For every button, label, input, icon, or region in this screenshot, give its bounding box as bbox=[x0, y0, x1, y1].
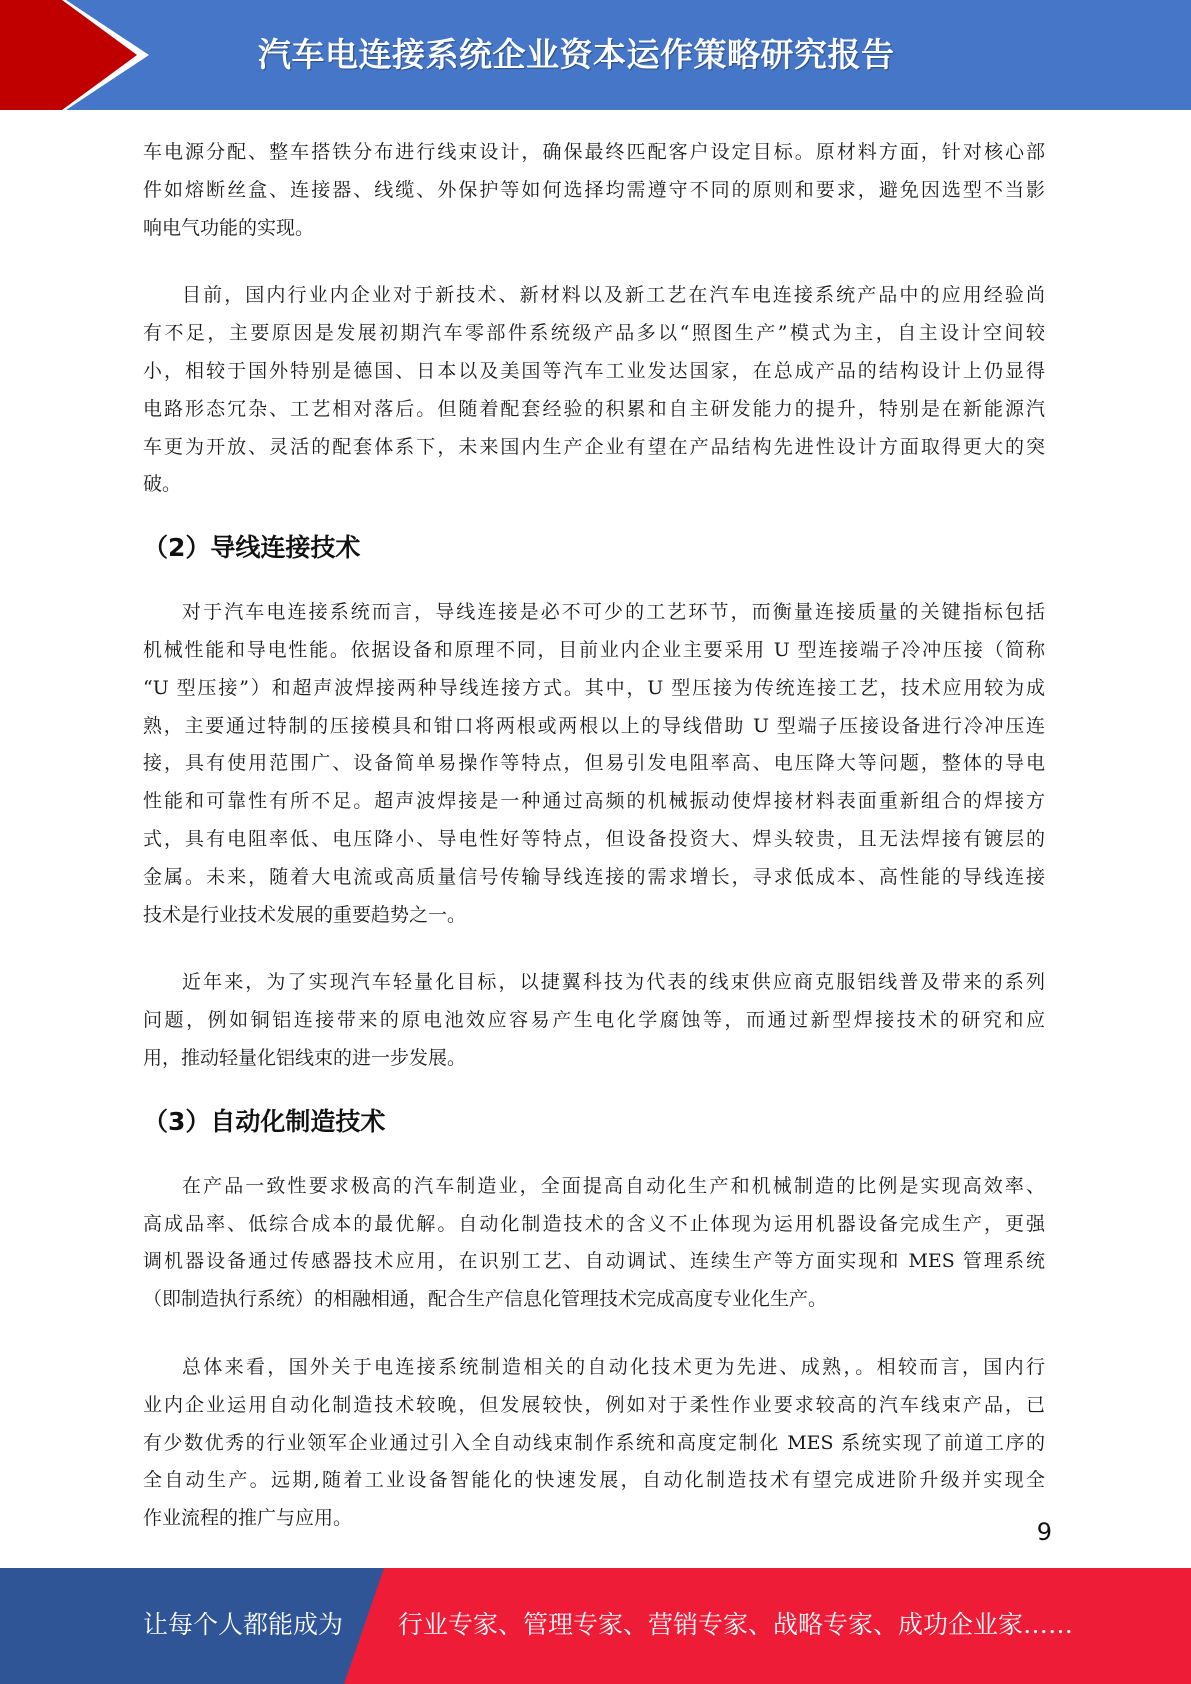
text-line: 用，推动轻量化铝线束的进一步发展。 bbox=[143, 1046, 467, 1069]
text-line: 性能和可靠性有所不足。超声波焊接是一种通过高频的机械振动使焊接材料表面重新组合的焊接方 bbox=[143, 790, 1045, 813]
text-line: 作业流程的推广与应用。 bbox=[143, 1507, 353, 1530]
paragraph-automation-definition bbox=[143, 1168, 1045, 1319]
report-title: 汽车电连接系统企业资本运作策略研究报告 bbox=[258, 35, 895, 74]
footer-banner bbox=[0, 1568, 1191, 1684]
text-line: （即制造执行系统）的相融相通，配合生产信息化管理技术完成高度专业化生产。 bbox=[143, 1288, 828, 1311]
text-line: 金属。未来，随着大电流或高质量信号传输导线连接的需求增长，寻求低成本、高性能的导线连接 bbox=[143, 865, 1045, 888]
footer-slogan-left: 让每个人都能成为 bbox=[143, 1610, 344, 1639]
text-line: 对于汽车电连接系统而言，导线连接是必不可少的工艺环节，而衡量连接质量的关键指标包括 bbox=[182, 601, 1045, 624]
text-line: 小，相较于国外特别是德国、日本以及美国等汽车工业发达国家，在总成产品的结构设计上仍显得 bbox=[143, 359, 1045, 382]
section-heading-wire-connection: （2）导线连接技术 bbox=[143, 533, 361, 563]
text-line: 业内企业运用自动化制造技术较晚，但发展较快，例如对于柔性作业要求较高的汽车线束产品，已 bbox=[143, 1393, 1045, 1416]
text-line: 电路形态冗杂、工艺相对落后。但随着配套经验的积累和自主研发能力的提升，特别是在新能源汽 bbox=[143, 397, 1045, 420]
text-line: 接，具有使用范围广、设备简单易操作等特点，但易引发电阻率高、电压降大等问题，整体的导电 bbox=[143, 752, 1045, 775]
paragraph-wire-connection-methods bbox=[143, 594, 1045, 934]
text-line: 式，具有电阻率低、电压降小、导电性好等特点，但设备投资大、焊头较贵，且无法焊接有镀层的 bbox=[143, 827, 1045, 850]
text-line: 总体来看，国外关于电连接系统制造相关的自动化技术更为先进、成熟，。相较而言，国内行 bbox=[182, 1355, 1045, 1378]
paragraph-continued-design bbox=[143, 134, 1045, 247]
text-line: 在产品一致性要求极高的汽车制造业，全面提高自动化生产和机械制造的比例是实现高效率、 bbox=[182, 1174, 1045, 1197]
text-line: 响电气功能的实现。 bbox=[143, 216, 315, 239]
text-line: 机械性能和导电性能。依据设备和原理不同，目前业内企业主要采用 U 型连接端子冷冲压接（简称 bbox=[143, 638, 1045, 661]
footer-slogan-right: 行业专家、管理专家、营销专家、战略专家、成功企业家…… bbox=[398, 1610, 1074, 1639]
paragraph-domestic-experience bbox=[143, 277, 1045, 504]
text-line: 调机器设备通过传感器技术应用，在识别工艺、自动调试、连续生产等方面实现和 MES 管理系统 bbox=[143, 1250, 1045, 1273]
text-line: 目前，国内行业内企业对于新技术、新材料以及新工艺在汽车电连接系统产品中的应用经验尚 bbox=[182, 284, 1045, 307]
text-line: 破。 bbox=[143, 473, 182, 496]
report-header-banner bbox=[0, 0, 1191, 110]
text-line: 车更为开放、灵活的配套体系下，未来国内生产企业有望在产品结构先进性设计方面取得更大的突 bbox=[143, 435, 1045, 458]
text-line: 车电源分配、整车搭铁分布进行线束设计，确保最终匹配客户设定目标。原材料方面，针对核心部 bbox=[143, 141, 1045, 163]
text-line: “U 型压接”）和超声波焊接两种导线连接方式。其中，U 型压接为传统连接工艺，技术应用较为成 bbox=[143, 676, 1045, 699]
text-line: 有少数优秀的行业领军企业通过引入全自动线束制作系统和高度定制化 MES 系统实现了前道工序的 bbox=[143, 1431, 1045, 1454]
text-line: 高成品率、低综合成本的最优解。自动化制造技术的含义不止体现为运用机器设备完成生产，更强 bbox=[143, 1212, 1045, 1235]
text-line: 有不足，主要原因是发展初期汽车零部件系统级产品多以“照图生产”模式为主，自主设计空间较 bbox=[143, 322, 1045, 345]
paragraph-lightweight-aluminum bbox=[143, 964, 1045, 1077]
text-line: 技术是行业技术发展的重要趋势之一。 bbox=[143, 903, 467, 926]
text-line: 问题，例如铜铝连接带来的原电池效应容易产生电化学腐蚀等，而通过新型焊接技术的研究和应 bbox=[143, 1009, 1045, 1032]
paragraph-automation-outlook bbox=[143, 1349, 1045, 1538]
document-body bbox=[143, 134, 1045, 1538]
text-line: 近年来，为了实现汽车轻量化目标，以捷翼科技为代表的线束供应商克服铝线普及带来的系列 bbox=[182, 971, 1045, 994]
section-heading-automation: （3）自动化制造技术 bbox=[143, 1106, 386, 1136]
text-line: 熟，主要通过特制的压接模具和钳口将两根或两根以上的导线借助 U 型端子压接设备进行冷冲压连 bbox=[143, 714, 1045, 737]
text-line: 件如熔断丝盒、连接器、线缆、外保护等如何选择均需遵守不同的原则和要求，避免因选型不当影 bbox=[143, 178, 1045, 201]
text-line: 全自动生产。远期,随着工业设备智能化的快速发展，自动化制造技术有望完成进阶升级并实现全 bbox=[143, 1469, 1045, 1492]
page-number: 9 bbox=[1036, 1518, 1052, 1546]
